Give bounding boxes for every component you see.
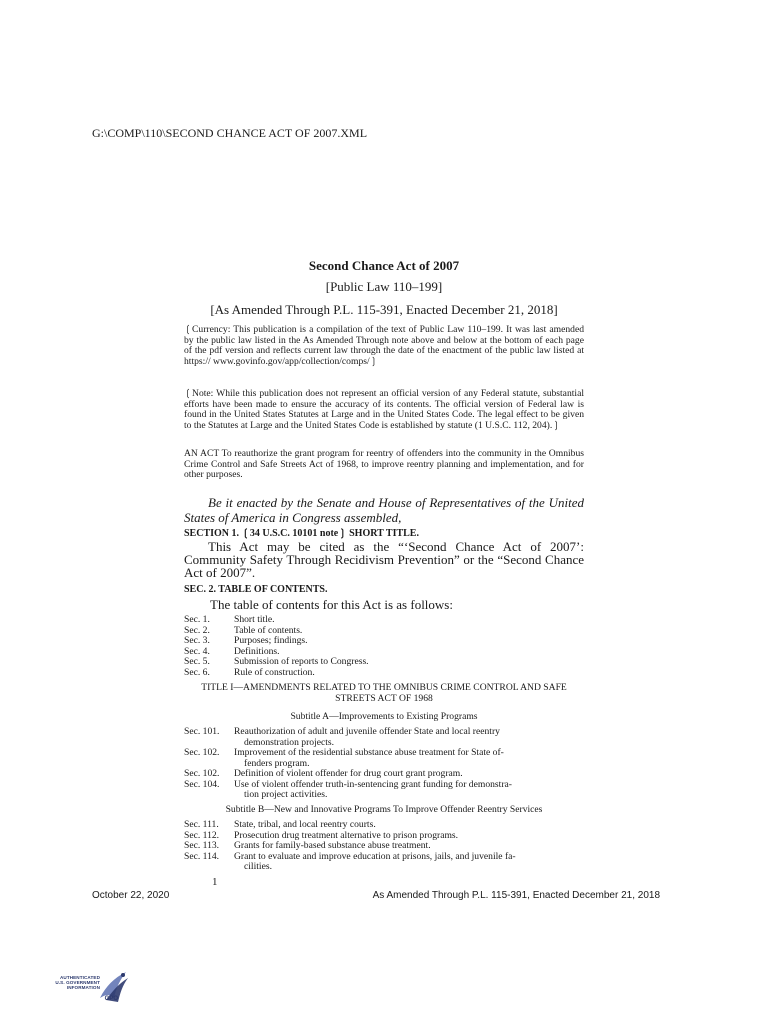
toc-entry-number: Sec. 102.: [184, 768, 220, 779]
page-number: 1: [212, 876, 218, 888]
toc-entry: [184, 727, 584, 748]
file-path: G:\COMP\110\SECOND CHANCE ACT OF 2007.XML: [92, 126, 368, 140]
toc-entry-number: Sec. 4.: [184, 645, 210, 657]
toc-entry-text: Short title.: [234, 614, 275, 625]
toc-entry-number: Sec. 6.: [184, 666, 210, 678]
toc-entry-number: Sec. 104.: [184, 778, 220, 790]
toc-entry-number: Sec. 111.: [184, 819, 219, 830]
toc-entry-continuation: tion project activities.: [244, 789, 328, 800]
logo-line: U.S. GOVERNMENT: [55, 980, 100, 986]
section-1-body: This Act may be cited as the “‘Second Chance Act of 2007’: Community Safety Through Recidivism Prevention” or the “Second Chance Act of 2007”.: [184, 539, 584, 580]
public-law-number: [Public Law 110–199]: [325, 279, 443, 294]
footer-amended-through: As Amended Through P.L. 115-391, Enacted December 21, 2018: [372, 890, 660, 901]
currency-note: ❲Currency: This publication is a compilation of the text of Public Law 110–199. It was last amended by the public law listed in the As Amended Through note above and below at the bottom of each page of the pdf version and reflects current law through the date of the enactment of the public law listed at https:// www.govinfo.gov/app/collection/comps/❳: [184, 324, 584, 367]
document-title: Second Chance Act of 2007: [308, 258, 460, 273]
title-one-heading: TITLE I—AMENDMENTS RELATED TO THE OMNIBUS CRIME CONTROL AND SAFE STREETS ACT OF 1968: [201, 682, 567, 704]
gpo-label: GPO: [104, 996, 118, 1002]
toc-entry-text: Reauthorization of adult and juvenile offender State and local reentry: [234, 726, 500, 737]
toc-entry: [184, 769, 584, 780]
footer-date: October 22, 2020: [92, 890, 170, 901]
toc-entry: [184, 841, 584, 852]
official-version-note: ❲Note: While this publication does not represent an official version of any Federal statute, substantial efforts have been made to ensure the accuracy of its contents. The official version of Federal law is found in the United States Statutes at Large and in the United States Code. The legal effect to be given to the Statutes at Large and the United States Code is established by statute (1 U.S.C. 112, 204).❳: [184, 388, 584, 431]
toc-entry: [184, 615, 584, 626]
toc-entry: [184, 780, 584, 801]
toc-entry-number: Sec. 112.: [184, 829, 220, 841]
toc-entry: [184, 820, 584, 831]
toc-entry: [184, 852, 584, 873]
toc-entry: [184, 636, 584, 647]
toc-entry-text: Grants for family-based substance abuse treatment.: [234, 840, 431, 851]
logo-line: AUTHENTICATED: [59, 975, 100, 980]
toc-entry: [184, 668, 584, 679]
toc-entry-continuation: demonstration projects.: [244, 736, 335, 748]
toc-entry-text: Prosecution drug treatment alternative to prison programs.: [234, 829, 459, 841]
toc-entry-number: Sec. 102.: [184, 747, 220, 758]
toc-entry: [184, 748, 584, 769]
toc-entry-text: Improvement of the residential substance abuse treatment for State of-: [234, 747, 504, 758]
toc-entry-number: Sec. 1.: [184, 614, 210, 625]
logo-text: [42, 975, 100, 991]
enacting-clause: Be it enacted by the Senate and House of Representatives of the United States of America in Congress assembled,: [184, 495, 584, 525]
toc-entry-text: Rule of construction.: [234, 666, 315, 678]
amended-through-note: [As Amended Through P.L. 115-391, Enacted December 21, 2018]: [210, 302, 558, 317]
an-act-preamble: AN ACT To reauthorize the grant program for reentry of offenders into the community in the Omnibus Crime Control and Safe Streets Act of 1968, to improve reentry planning and implementation, and for other purposes.: [184, 448, 584, 480]
toc-entry-text: Purposes; findings.: [234, 635, 308, 646]
toc-entry-text: Table of contents.: [234, 624, 303, 636]
section-2-heading: SEC. 2. TABLE OF CONTENTS.: [184, 584, 328, 595]
toc-entry: [184, 657, 584, 668]
subtitle-a-heading: Subtitle A—Improvements to Existing Programs: [290, 711, 478, 722]
toc-entry-number: Sec. 2.: [184, 624, 210, 636]
toc-general-list: [184, 615, 584, 678]
gpo-authenticated-logo: [42, 968, 132, 1014]
toc-entry-text: Submission of reports to Congress.: [234, 656, 369, 667]
toc-entry-number: Sec. 3.: [184, 635, 210, 646]
toc-entry-continuation: cilities.: [244, 861, 272, 872]
section-2-body: The table of contents for this Act is as follows:: [210, 597, 453, 612]
toc-entry-number: Sec. 101.: [184, 726, 220, 737]
toc-entry-number: Sec. 114.: [184, 850, 220, 862]
toc-entry-number: Sec. 113.: [184, 840, 220, 851]
subtitle-b-heading: Subtitle B—New and Innovative Programs To Improve Offender Reentry Services: [225, 804, 543, 815]
toc-entry-text: Use of violent offender truth-in-sentencing grant funding for demonstra-: [234, 778, 512, 790]
toc-entry-text: Definitions.: [234, 645, 280, 657]
toc-entry-number: Sec. 5.: [184, 656, 210, 667]
toc-entry-continuation: fenders program.: [244, 757, 310, 769]
toc-entry-text: Grant to evaluate and improve education at prisons, jails, and juvenile fa-: [234, 850, 516, 862]
toc-subtitle-a-list: [184, 727, 584, 801]
logo-line: INFORMATION: [66, 985, 100, 991]
section-1-heading: SECTION 1. ❲34 U.S.C. 10101 note❳ SHORT TITLE.: [184, 528, 419, 539]
toc-entry-text: Definition of violent offender for drug court grant program.: [234, 768, 463, 779]
toc-entry-text: State, tribal, and local reentry courts.: [234, 819, 376, 830]
toc-subtitle-b-list: [184, 820, 584, 873]
